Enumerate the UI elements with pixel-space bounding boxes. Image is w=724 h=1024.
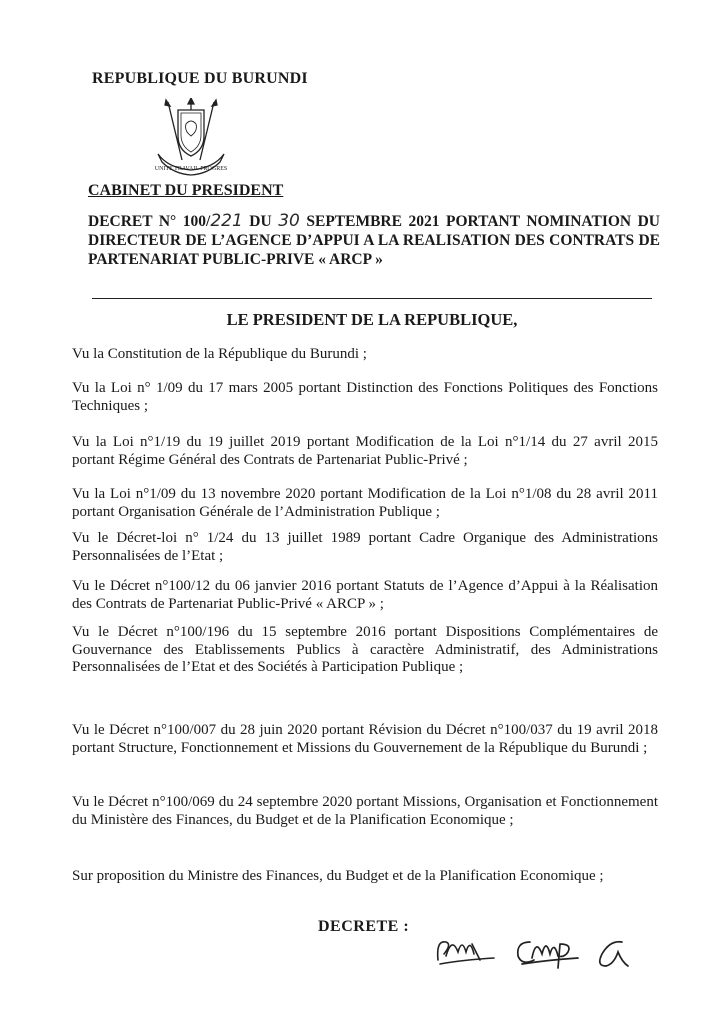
title-middle: DU xyxy=(242,213,279,230)
cabinet-heading: CABINET DU PRESIDENT xyxy=(88,182,284,199)
title-rest: SEPTEMBRE 2021 PORTANT NOMINATION DU DIRECTEUR DE L’AGENCE D’APPUI A LA REALISATION DES CONTRATS DE PARTENARIAT PUBLIC-PRIVE « ARCP » xyxy=(88,213,661,268)
consideration-7: Vu le Décret n°100/196 du 15 septembre 2016 portant Dispositions Complémentaires de Gouvernance des Etablissements Publics à caractère Administratif, des Administrations Personnalisées de l’Etat et des Sociétés à Participation Publique ; xyxy=(72,624,658,675)
decrete-heading: DECRETE : xyxy=(318,918,410,935)
initials-signature-3-icon xyxy=(592,936,632,972)
consideration-2: Vu la Loi n° 1/09 du 17 mars 2005 portant Distinction des Fonctions Politiques des Fonctions Techniques ; xyxy=(72,380,658,414)
title-divider xyxy=(92,298,652,299)
consideration-5: Vu le Décret-loi n° 1/24 du 13 juillet 1989 portant Cadre Organique des Administrations Personnalisées de l’Etat ; xyxy=(72,530,658,564)
consideration-6: Vu le Décret n°100/12 du 06 janvier 2016 portant Statuts de l’Agence d’Appui à la Réalisation des Contrats de Partenariat Public-Privé « ARCP » ; xyxy=(72,578,658,612)
consideration-1: Vu la Constitution de la République du Burundi ; xyxy=(72,346,367,362)
handwritten-decree-number: 221 xyxy=(210,211,243,231)
consideration-3: Vu la Loi n°1/19 du 19 juillet 2019 portant Modification de la Loi n°1/14 du 27 avril 2015 portant Régime Général des Contrats de Partenariat Public-Privé ; xyxy=(72,434,658,468)
title-prefix: DECRET N° 100/ xyxy=(88,213,211,230)
handwritten-day: 30 xyxy=(278,211,300,231)
consideration-9: Vu le Décret n°100/069 du 24 septembre 2020 portant Missions, Organisation et Fonctionnement du Ministère des Finances, du Budget et de la Planification Economique ; xyxy=(72,794,658,828)
president-heading: LE PRESIDENT DE LA REPUBLIQUE, xyxy=(226,310,518,329)
coat-of-arms-icon xyxy=(148,98,234,176)
republic-heading: REPUBLIQUE DU BURUNDI xyxy=(92,70,308,87)
initials-signature-1-icon xyxy=(432,930,504,974)
consideration-10: Sur proposition du Ministre des Finances, du Budget et de la Planification Economique ; xyxy=(72,868,604,884)
consideration-8: Vu le Décret n°100/007 du 28 juin 2020 portant Révision du Décret n°100/037 du 19 avril 2018 portant Structure, Fonctionnement et Missions du Gouvernement de la République du Burundi ; xyxy=(72,722,658,756)
initials-signature-2-icon xyxy=(512,930,592,974)
decree-title xyxy=(88,212,660,269)
coat-motto: UNITE TRAVAIL PROGRES xyxy=(154,166,228,172)
consideration-4: Vu la Loi n°1/09 du 13 novembre 2020 portant Modification de la Loi n°1/08 du 28 avril 2011 portant Organisation Générale de l’Administration Publique ; xyxy=(72,486,658,520)
